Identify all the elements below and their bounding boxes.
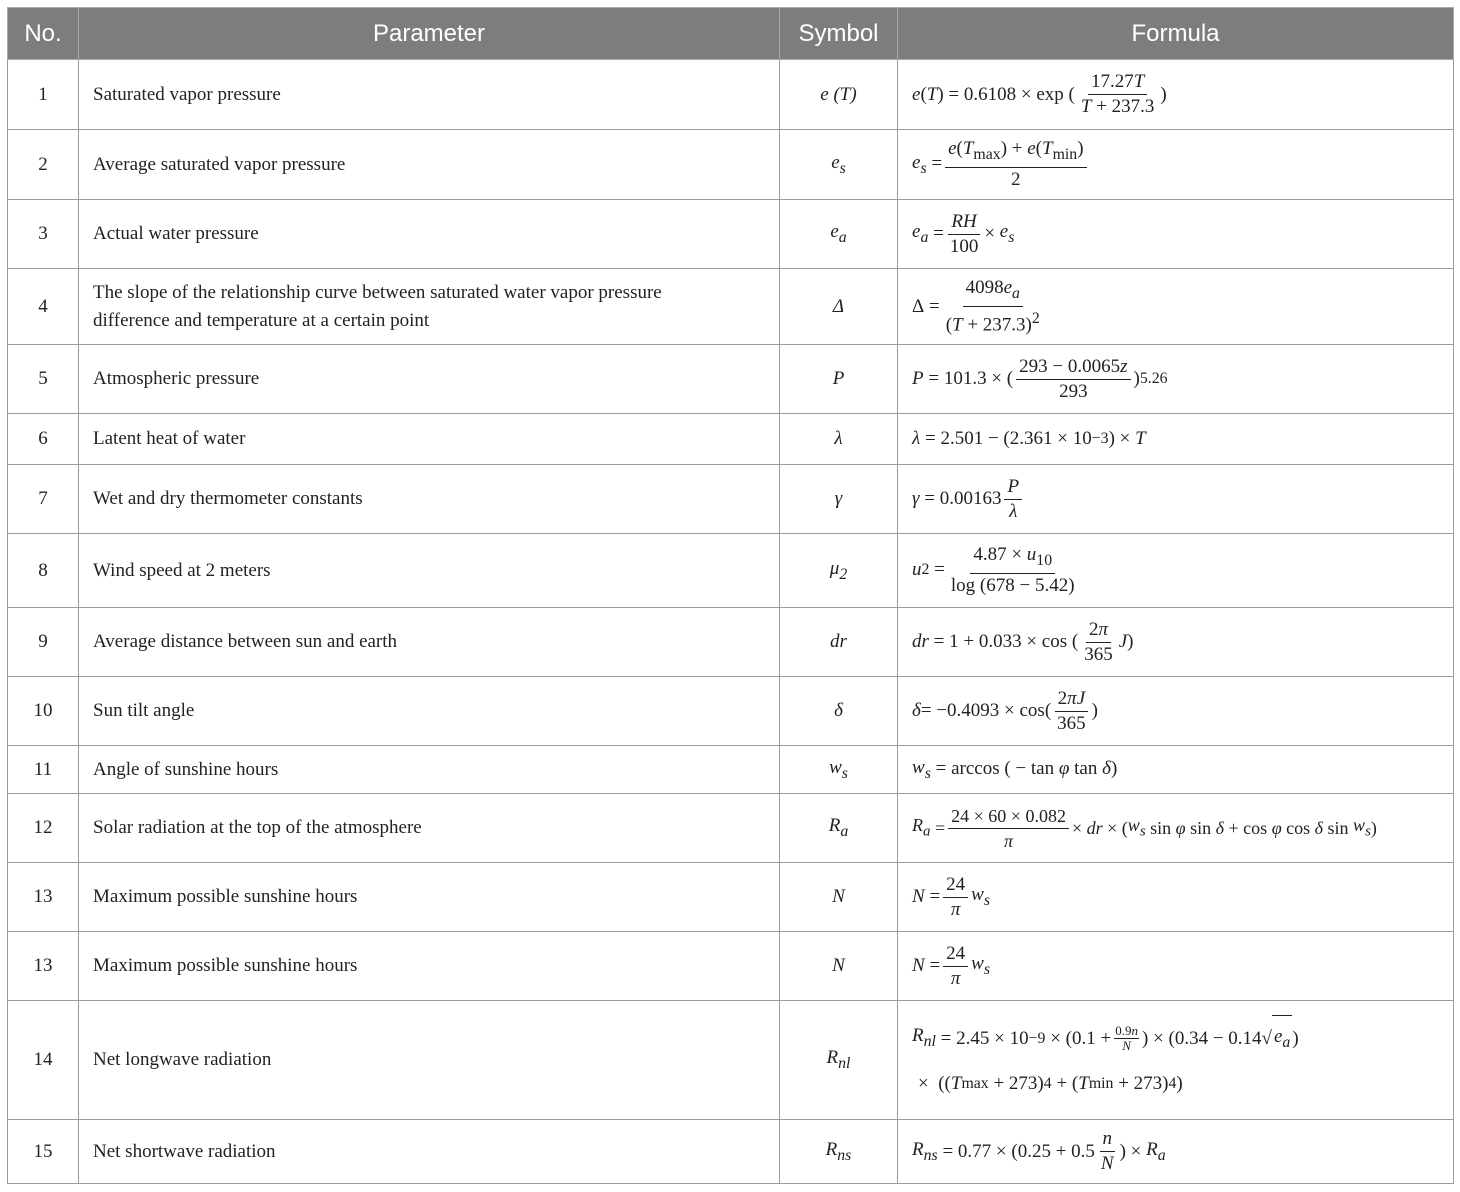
row-no: 12 <box>8 794 79 863</box>
row-formula <box>898 1120 1454 1184</box>
table-row <box>8 608 1454 677</box>
row-symbol <box>780 60 898 130</box>
row-parameter: Net shortwave radiation <box>79 1120 780 1184</box>
formula-expression: δ = −0.4093 × cos( $\frac{2\pi J}{365}$ ) <box>912 687 1098 734</box>
row-formula <box>898 794 1454 863</box>
symbol-value: λ <box>834 428 843 449</box>
row-symbol <box>780 677 898 746</box>
symbol-value: δ <box>834 700 843 721</box>
row-parameter: Average saturated vapor pressure <box>79 130 780 200</box>
row-parameter: Solar radiation at the top of the atmosphere <box>79 794 780 863</box>
formula-expression: Δ = $\frac{4098e_a}{(T + 237.3)^2}$ <box>912 276 1040 336</box>
row-symbol <box>780 534 898 608</box>
row-no: 10 <box>8 677 79 746</box>
table-row <box>8 1001 1454 1120</box>
row-formula <box>898 932 1454 1001</box>
row-parameter: Wet and dry thermometer constants <box>79 465 780 534</box>
row-symbol <box>780 200 898 269</box>
formula-expression: λ = 2.501 − (2.361 × 10 −3 ) × T <box>912 428 1146 449</box>
row-parameter: Maximum possible sunshine hours <box>79 932 780 1001</box>
row-formula <box>898 608 1454 677</box>
symbol-value: $e_s$ <box>831 151 846 177</box>
row-symbol <box>780 414 898 465</box>
row-symbol <box>780 932 898 1001</box>
row-no: 13 <box>8 863 79 932</box>
header-no: No. <box>8 8 79 60</box>
row-symbol <box>780 345 898 414</box>
formula-expression: e ( T ) = 0.6108 × exp ( $\frac{17.27T}{T + 237.3}$ ) <box>912 71 1167 117</box>
header-parameter: Parameter <box>79 8 780 60</box>
symbol-value: e (T) <box>820 83 857 105</box>
row-no: 1 <box>8 60 79 130</box>
header-symbol: Symbol <box>780 8 898 60</box>
symbol-value: $w_s$ <box>829 756 848 782</box>
symbol-value: N <box>832 955 845 976</box>
row-formula <box>898 269 1454 345</box>
row-formula <box>898 130 1454 200</box>
header-row <box>8 8 1454 60</box>
row-no: 13 <box>8 932 79 1001</box>
formula-expression: N = $\frac{24}{\pi}$ $w_s$ <box>912 942 991 989</box>
symbol-value: $e_a$ <box>830 221 847 246</box>
row-formula <box>898 1001 1454 1120</box>
row-symbol <box>780 465 898 534</box>
table-row <box>8 1120 1454 1184</box>
parameter-table <box>7 7 1454 1184</box>
formula-expression: γ = 0.00163 $\frac{P}{\lambda}$ <box>912 475 1025 524</box>
table-row <box>8 200 1454 269</box>
row-symbol <box>780 269 898 345</box>
row-no: 6 <box>8 414 79 465</box>
row-symbol <box>780 608 898 677</box>
row-no: 11 <box>8 746 79 794</box>
row-parameter: Net longwave radiation <box>79 1001 780 1120</box>
formula-expression: $R_{ns}$ = 0.77 × (0.25 + 0.5 $\frac{n}{N}$ ) × $R_a$ <box>912 1128 1166 1174</box>
table-row <box>8 465 1454 534</box>
row-no: 3 <box>8 200 79 269</box>
row-parameter: Average distance between sun and earth <box>79 608 780 677</box>
row-parameter: Atmospheric pressure <box>79 345 780 414</box>
row-no: 14 <box>8 1001 79 1120</box>
symbol-value: $R_{ns}$ <box>825 1138 852 1164</box>
table-row <box>8 534 1454 608</box>
row-symbol <box>780 863 898 932</box>
symbol-value: $R_a$ <box>828 815 849 840</box>
table-row <box>8 130 1454 200</box>
row-symbol <box>780 1120 898 1184</box>
row-formula <box>898 414 1454 465</box>
row-no: 8 <box>8 534 79 608</box>
table-row <box>8 863 1454 932</box>
table-row <box>8 345 1454 414</box>
formula-expression: $e_a$ = $\frac{RH}{100}$ × $e_s$ <box>912 210 1015 257</box>
symbol-value: $\mu_2$ <box>829 557 848 583</box>
row-no: 9 <box>8 608 79 677</box>
symbol-value: γ <box>834 488 843 509</box>
symbol-value: N <box>832 886 845 907</box>
row-no: 7 <box>8 465 79 534</box>
row-formula <box>898 465 1454 534</box>
row-symbol <box>780 1001 898 1120</box>
row-no: 4 <box>8 269 79 345</box>
symbol-value: P <box>832 368 845 389</box>
formula-expression: $e_s$ = $\frac{e(T_{max}) + e(T_{min})}{2}$ <box>912 137 1090 192</box>
table-row <box>8 677 1454 746</box>
formula-expression: dr = 1 + 0.033 × cos ( $\frac{2\pi}{365}$ J ) <box>912 618 1134 665</box>
symbol-value: dr <box>830 631 847 652</box>
formula-expression: N = $\frac{24}{\pi}$ $w_s$ <box>912 873 991 920</box>
formula-expression: $R_{nl}$ = 2.45 × 10 −9 × (0.1 + $\frac{0.9n}{N}$ ) × (0.34 − 0.14√ $e_a$ ) × (( T max + 273) 4 + ( T min + 273) 4 ) <box>912 1015 1453 1106</box>
table-row <box>8 746 1454 794</box>
row-parameter: Saturated vapor pressure <box>79 60 780 130</box>
row-formula <box>898 534 1454 608</box>
row-parameter: The slope of the relationship curve between saturated water vapor pressure difference and temperature at a certain point <box>79 269 780 345</box>
row-parameter: Angle of sunshine hours <box>79 746 780 794</box>
table-row <box>8 794 1454 863</box>
row-parameter: Maximum possible sunshine hours <box>79 863 780 932</box>
formula-expression: P = 101.3 × ( $\frac{293 - 0.0065z}{293}$ ) 5.26 <box>912 355 1168 402</box>
row-no: 5 <box>8 345 79 414</box>
row-formula <box>898 345 1454 414</box>
header-formula: Formula <box>898 8 1454 60</box>
table-row <box>8 269 1454 345</box>
row-no: 15 <box>8 1120 79 1184</box>
table-row <box>8 414 1454 465</box>
formula-expression: $R_a$ = $\frac{24 \times 60 \times 0.082}{\pi}$ × dr × ( $w_s$ sin φ sin δ + cos φ cos δ sin $w_s$ ) <box>912 805 1377 851</box>
table-row <box>8 932 1454 1001</box>
symbol-value: Δ <box>832 295 845 317</box>
row-formula <box>898 863 1454 932</box>
formula-expression: $w_s$ = arccos ( − tan φ tan δ ) <box>912 756 1118 782</box>
row-formula <box>898 677 1454 746</box>
row-parameter: Wind speed at 2 meters <box>79 534 780 608</box>
row-formula <box>898 60 1454 130</box>
table-row <box>8 60 1454 130</box>
row-formula <box>898 746 1454 794</box>
symbol-value: $R_{nl}$ <box>826 1047 851 1072</box>
row-formula <box>898 200 1454 269</box>
row-parameter: Sun tilt angle <box>79 677 780 746</box>
row-no: 2 <box>8 130 79 200</box>
row-symbol <box>780 130 898 200</box>
formula-expression: u 2 = $\frac{4.87 \times u_{10}}{\log (678 - 5.42)}$ <box>912 544 1075 596</box>
row-parameter: Actual water pressure <box>79 200 780 269</box>
row-parameter: Latent heat of water <box>79 414 780 465</box>
row-symbol <box>780 794 898 863</box>
row-symbol <box>780 746 898 794</box>
